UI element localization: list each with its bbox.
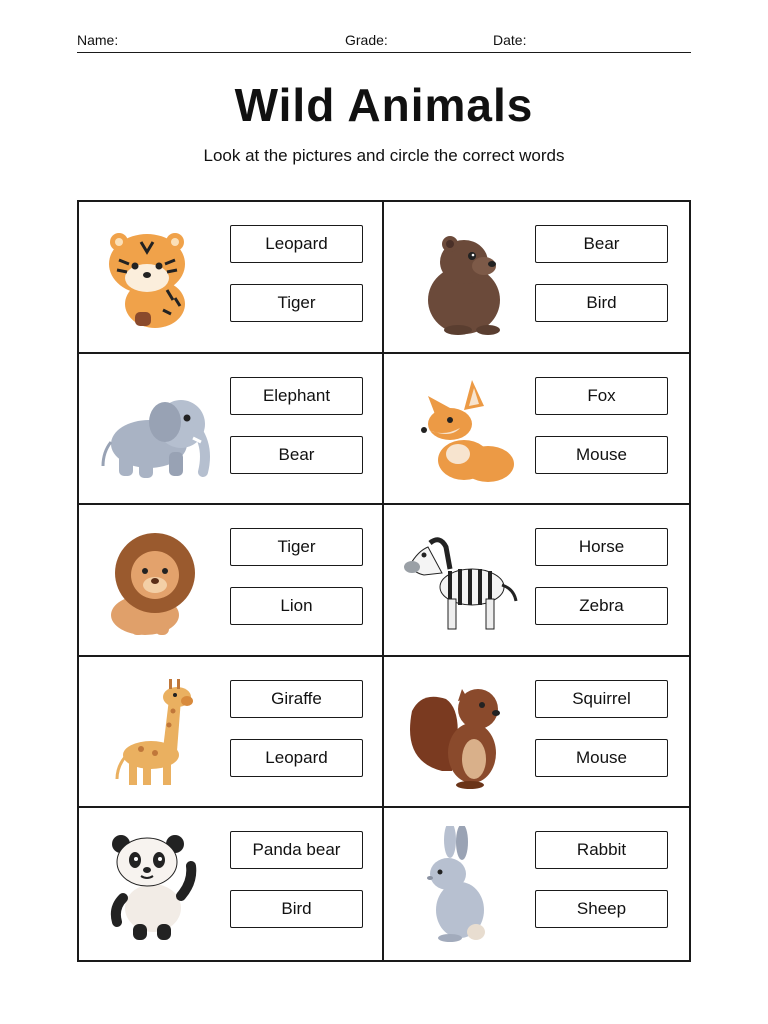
option-button[interactable]: Giraffe (230, 680, 363, 718)
option-button[interactable]: Mouse (535, 436, 668, 474)
giraffe-icon (97, 675, 213, 791)
animal-card-lion (79, 505, 384, 657)
option-button[interactable]: Horse (535, 528, 668, 566)
option-button[interactable]: Bear (535, 225, 668, 263)
student-info-line (77, 30, 691, 53)
option-button[interactable]: Tiger (230, 528, 363, 566)
option-button[interactable]: Leopard (230, 225, 363, 263)
date-label: Date: (493, 32, 527, 48)
bear-icon (402, 220, 518, 336)
animal-grid (77, 200, 691, 962)
animal-card-bear (384, 202, 689, 354)
option-button[interactable]: Lion (230, 587, 363, 625)
elephant-icon (97, 372, 213, 488)
animal-card-tiger (79, 202, 384, 354)
animal-card-elephant (79, 354, 384, 506)
animal-card-fox (384, 354, 689, 506)
tiger-icon (97, 220, 213, 336)
option-button[interactable]: Leopard (230, 739, 363, 777)
option-button[interactable]: Elephant (230, 377, 363, 415)
animal-card-squirrel (384, 657, 689, 809)
animal-card-zebra (384, 505, 689, 657)
name-label: Name: (77, 32, 119, 48)
zebra-icon (402, 523, 518, 639)
instructions: Look at the pictures and circle the correct words (203, 146, 565, 165)
fox-icon (402, 372, 518, 488)
option-button[interactable]: Bird (230, 890, 363, 928)
option-button[interactable]: Panda bear (230, 831, 363, 869)
grade-label: Grade: (345, 32, 388, 48)
animal-card-panda (79, 808, 384, 960)
rabbit-icon (402, 826, 518, 942)
option-button[interactable]: Squirrel (535, 680, 668, 718)
squirrel-icon (402, 675, 518, 791)
page-title: Wild Animals (234, 79, 534, 131)
option-button[interactable]: Zebra (535, 587, 668, 625)
lion-icon (97, 523, 213, 639)
animal-card-rabbit (384, 808, 689, 960)
animal-card-giraffe (79, 657, 384, 809)
option-button[interactable]: Mouse (535, 739, 668, 777)
option-button[interactable]: Bear (230, 436, 363, 474)
option-button[interactable]: Sheep (535, 890, 668, 928)
option-button[interactable]: Bird (535, 284, 668, 322)
panda-icon (97, 826, 213, 942)
option-button[interactable]: Fox (535, 377, 668, 415)
option-button[interactable]: Rabbit (535, 831, 668, 869)
option-button[interactable]: Tiger (230, 284, 363, 322)
